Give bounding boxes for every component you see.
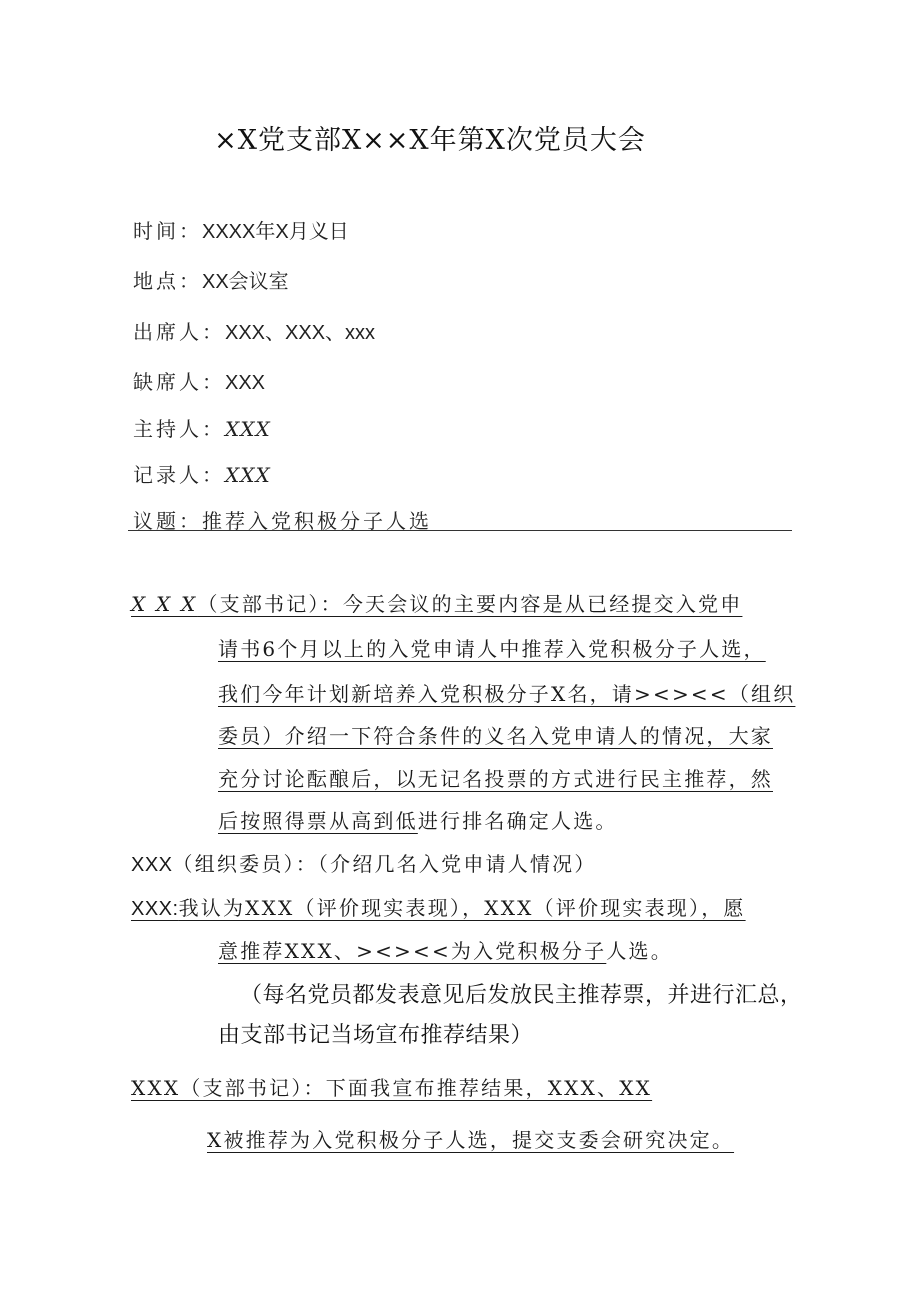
p3-speaker: XXX:	[131, 898, 179, 920]
time-value: XXXX年X月义日	[202, 221, 349, 243]
note-line-1: （每名党员都发表意见后发放民主推荐票，并进行汇总，	[240, 982, 803, 1007]
p1-line-1: X X X（支部书记）：今天会议的主要内容是从已经提交入党申	[131, 592, 743, 616]
topic-value: 推荐入党积极分子人选	[202, 509, 432, 533]
note-line-2: 由支部书记当场宣布推荐结果）	[218, 1022, 534, 1047]
meta-host	[133, 413, 271, 442]
p1-line-4: 委员）介绍一下符合条件的义名入党申请人的情况，大家	[218, 724, 773, 748]
attendees-value: XXX、XXX、xxx	[225, 322, 376, 344]
meta-attendees	[133, 316, 375, 345]
p1-line-6: 后按照得票从高到低进行排名确定人选。	[218, 809, 618, 833]
host-label: 主持人：	[133, 417, 225, 441]
meta-place	[133, 265, 289, 294]
absent-label: 缺席人：	[133, 370, 225, 394]
p4-line-1: XXX（支部书记）：下面我宣布推荐结果，XXX、XX	[131, 1076, 653, 1100]
recorder-value: XXX	[225, 463, 271, 487]
p1-line-3: 我们今年计划新培养入党积极分子X名，请><><<（组织	[218, 682, 796, 706]
p3-line-2: 意推荐XXX、><><<为入党积极分子人选。	[218, 939, 673, 963]
topic-label: 议题：	[133, 509, 202, 533]
absent-value: XXX	[225, 372, 266, 394]
p2-speaker: XXX	[131, 854, 173, 876]
meta-absent	[133, 366, 265, 395]
attendees-label: 出席人：	[133, 320, 225, 344]
meta-recorder	[133, 459, 271, 488]
topic-divider	[128, 530, 792, 531]
p1-speaker: X X X	[131, 592, 198, 616]
page-title: ×X党支部X××X年第X次党员大会	[214, 125, 646, 156]
p3-line-1: XXX:我认为XXX（评价现实表现），XXX（评价现实表现），愿	[131, 896, 746, 920]
recorder-label: 记录人：	[133, 463, 225, 487]
time-label: 时间：	[133, 219, 202, 243]
p2-line: XXX（组织委员）：（介绍几名入党申请人情况）	[131, 852, 597, 876]
place-value: XX会议室	[202, 271, 289, 293]
meta-time	[133, 215, 349, 244]
p1-line-2: 请书6个月以上的入党申请人中推荐入党积极分子人选，	[218, 637, 766, 661]
place-label: 地点：	[133, 269, 202, 293]
host-value: XXX	[225, 417, 271, 441]
p4-line-2: X被推荐为入党积极分子人选，提交支委会研究决定。	[207, 1128, 735, 1152]
p1-line-5: 充分讨论酝酿后，以无记名投票的方式进行民主推荐，然	[218, 767, 773, 791]
